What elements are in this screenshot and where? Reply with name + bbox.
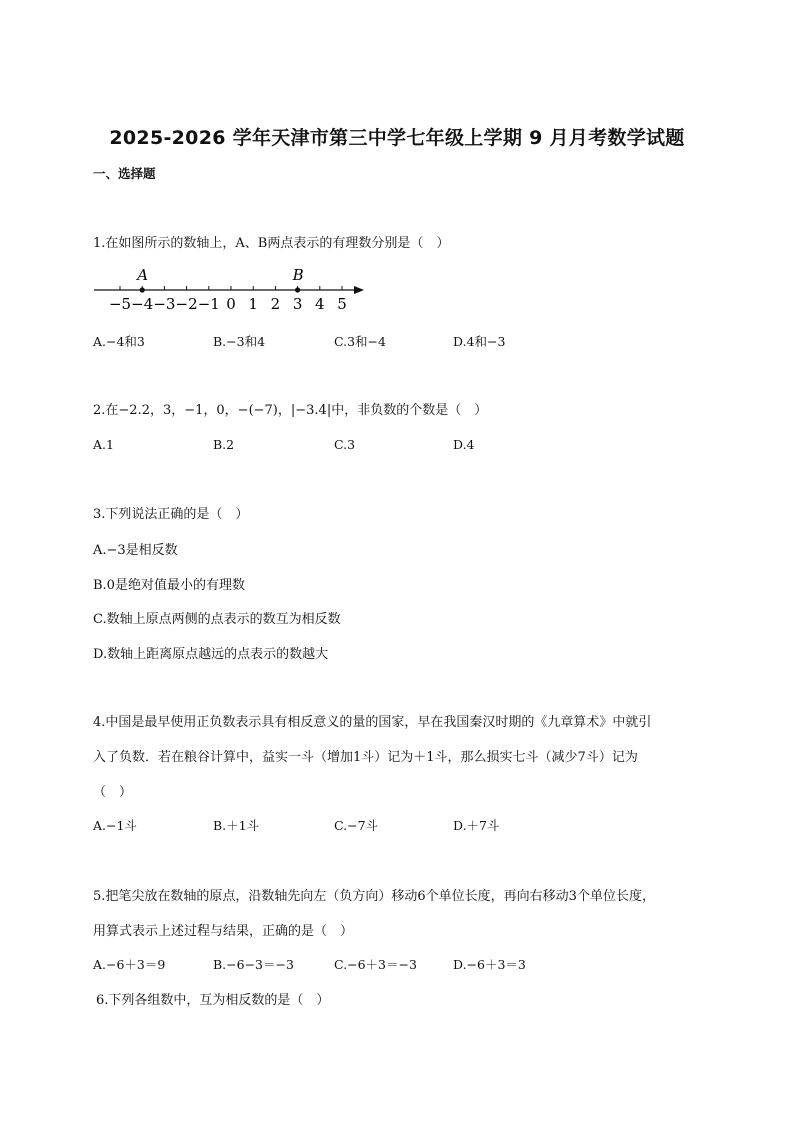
point-a-label: A [137, 266, 149, 284]
option-d[interactable]: D.−6＋3＝3 [453, 957, 526, 972]
question-1-options [93, 332, 693, 350]
point-b-label: B [292, 266, 304, 284]
number-line-arrow [354, 286, 364, 294]
option-b[interactable]: B.−3和4 [213, 334, 266, 349]
number-line-tick-label: −3 [153, 295, 176, 313]
number-line-tick-label: 3 [292, 295, 303, 313]
section-heading: 一、选择题 [93, 166, 156, 181]
number-line-tick-label: 5 [337, 295, 347, 313]
number-line-tick-label: −1 [197, 295, 220, 313]
question-4-stem-line-3: （ ） [93, 785, 133, 800]
question-5-stem-line-1: 5.把笔尖放在数轴的原点，沿数轴先向左（负方向）移动6个单位长度，再向右移动3个单位长度， [93, 889, 655, 904]
option-b[interactable]: B.−6−3＝−3 [213, 957, 294, 972]
point-a-dot [140, 287, 145, 292]
number-line-tick-label: 1 [248, 295, 258, 313]
option-a[interactable]: A.−4和3 [93, 334, 145, 349]
option-d[interactable]: D.＋7斗 [453, 818, 500, 833]
question-3-option-a[interactable]: A.−3是相反数 [93, 543, 178, 558]
option-b[interactable]: B.2 [213, 437, 235, 452]
option-c[interactable]: C.3和−4 [334, 334, 386, 349]
option-d[interactable]: D.4 [453, 437, 475, 452]
question-3-option-c[interactable]: C.数轴上原点两侧的点表示的数互为相反数 [93, 612, 341, 627]
question-2-stem: 2.在−2.2，3，−1，0，−(−7)，|−3.4|中，非负数的个数是（ ） [93, 403, 488, 418]
number-line-tick-label: 4 [315, 295, 325, 313]
option-a[interactable]: A.−6＋3＝9 [93, 957, 166, 972]
number-line-tick-label: −2 [175, 295, 198, 313]
number-line-tick-label: −4 [131, 295, 154, 313]
question-2-options [93, 437, 693, 455]
option-c[interactable]: C.−7斗 [334, 818, 379, 833]
question-5-options [93, 955, 693, 973]
question-3-option-b[interactable]: B.0是绝对值最小的有理数 [93, 578, 245, 593]
question-4-stem-line-2: 入了负数．若在粮谷计算中，益实一斗（增加1斗）记为＋1斗，那么损实七斗（减少7斗）记为 [93, 750, 638, 765]
question-4-options [93, 816, 693, 834]
number-line-figure [88, 266, 388, 318]
number-line-tick-label: 0 [226, 295, 236, 313]
option-a[interactable]: A.−1斗 [93, 818, 137, 833]
page-title: 2025-2026 学年天津市第三中学七年级上学期 9 月月考数学试题 [109, 127, 685, 149]
number-line-tick-label: −5 [108, 295, 132, 313]
question-4-stem-line-1: 4.中国是最早使用正负数表示具有相反意义的量的国家，早在我国秦汉时期的《九章算术》中就引 [93, 715, 652, 730]
question-5-stem-line-2: 用算式表示上述过程与结果，正确的是（ ） [93, 924, 354, 939]
option-c[interactable]: C.3 [334, 437, 356, 452]
option-c[interactable]: C.−6＋3＝−3 [334, 957, 417, 972]
point-b-dot [295, 287, 300, 292]
number-line-tick-label: 2 [270, 295, 281, 313]
option-d[interactable]: D.4和−3 [453, 334, 506, 349]
option-a[interactable]: A.1 [93, 437, 114, 452]
question-1-stem: 1.在如图所示的数轴上，A、B两点表示的有理数分别是（ ） [93, 236, 450, 251]
question-6-stem: 6.下列各组数中，互为相反数的是（ ） [96, 993, 330, 1008]
option-b[interactable]: B.＋1斗 [213, 818, 260, 833]
question-3-option-d[interactable]: D.数轴上距离原点越远的点表示的数越大 [93, 647, 329, 662]
question-3-stem: 3.下列说法正确的是（ ） [93, 507, 249, 522]
